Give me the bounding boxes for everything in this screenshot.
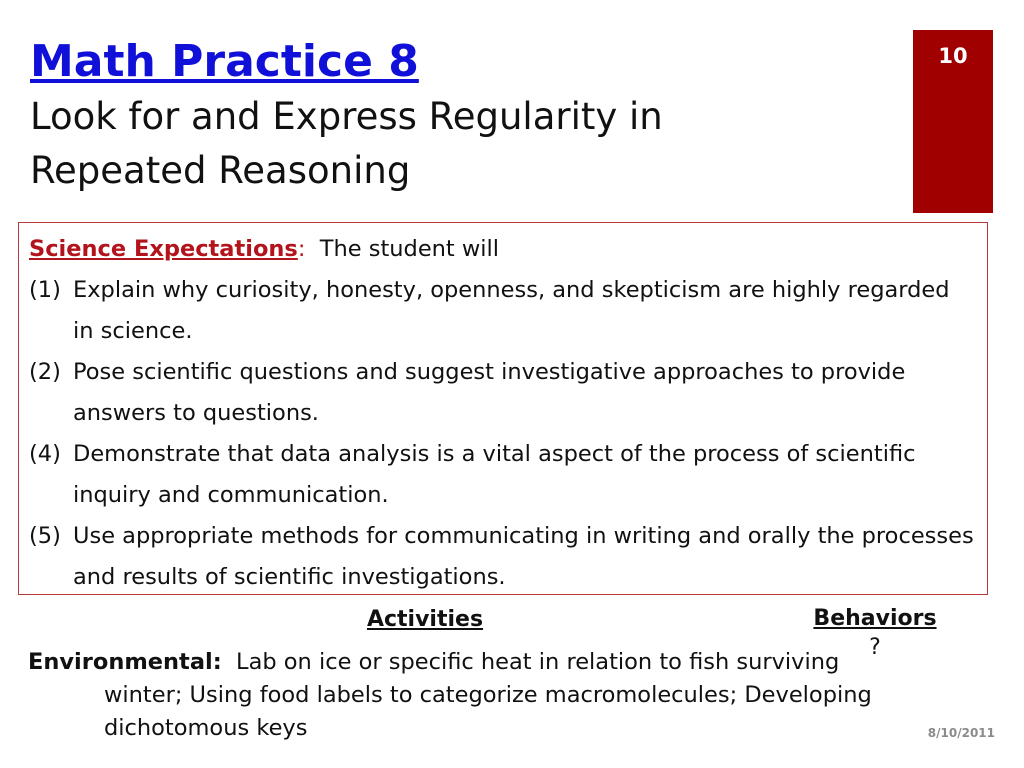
slide-date: 8/10/2011 (927, 726, 995, 740)
subtitle-line-2: Repeated Reasoning (30, 149, 411, 192)
expectation-item (29, 434, 977, 516)
slide-number-box (913, 30, 993, 213)
environmental-text: Lab on ice or specific heat in relation to fish surviving winter; Using food labels to categorize macromolecules; Developing dichotomous keys (104, 649, 872, 741)
item-number: (5) (29, 523, 61, 549)
item-number: (2) (29, 359, 61, 385)
subtitle-line-1: Look for and Express Regularity in (30, 95, 663, 138)
item-text: Use appropriate methods for communicating in writing and orally the processes and results of scientific investigations. (73, 523, 974, 590)
page-title[interactable]: Math Practice 8 (30, 36, 419, 87)
activities-heading: Activities (366, 607, 484, 632)
title-block (30, 34, 910, 198)
science-intro: The student will (319, 236, 500, 262)
item-text: Pose scientific questions and suggest investigative approaches to provide answers to questions. (73, 359, 906, 426)
behaviors-heading: Behaviors (813, 606, 937, 631)
behaviors-value: ? (869, 635, 881, 660)
science-expectations-box (18, 222, 988, 595)
item-number: (4) (29, 441, 61, 467)
expectation-item (29, 270, 977, 352)
item-text: Explain why curiosity, honesty, openness, and skepticism are highly regarded in science. (73, 277, 950, 344)
science-expectations-link[interactable]: Science Expectations (29, 236, 298, 262)
item-number: (1) (29, 277, 61, 303)
expectation-item (29, 516, 977, 598)
science-colon: : (297, 236, 306, 262)
environmental-label: Environmental: (28, 649, 222, 675)
item-text: Demonstrate that data analysis is a vital aspect of the process of scientific inquiry and communication. (73, 441, 916, 508)
expectation-item (29, 352, 977, 434)
science-heading (29, 229, 977, 270)
behaviors-block (800, 604, 950, 662)
environmental-activities (28, 646, 894, 745)
slide-number: 10 (938, 44, 968, 68)
